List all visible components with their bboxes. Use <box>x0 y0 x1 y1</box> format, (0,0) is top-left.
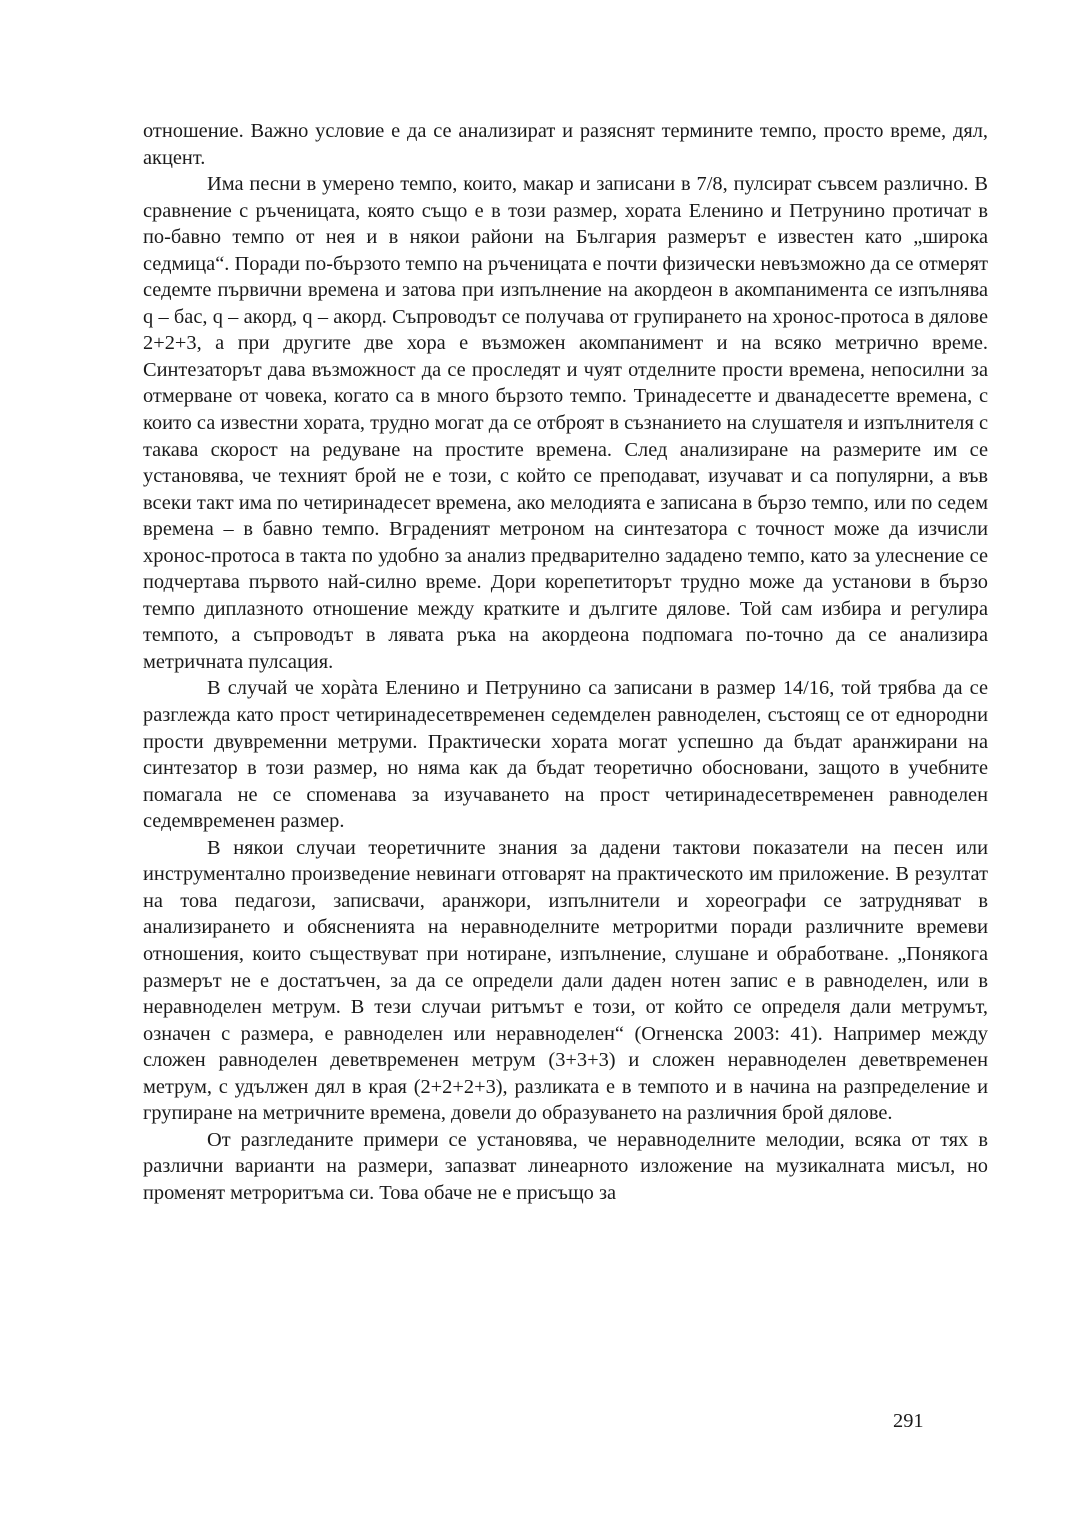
paragraph-5: От разгледаните примери се установява, че неравноделните мелодии, всяка от тях в различни варианти на размери, запазват линеарното изложение на музикалната мисъл, но променят метроритъма си. Това обаче не е присъщо за <box>143 1128 988 1204</box>
paragraph-2: Има песни в умерено темпо, които, макар и записани в 7/8, пулсират съвсем различно. В сравнение с ръченицата, която също е в този размер, хората Еленино и Петрунино протичат в по-бавно темпо от нея и в някои райони на България размерът е известен като „широка седмица“. Поради по-бързото темпо на ръченицата е почти физически невъзможно да се отмерят седемте първични времена и затова при изпълнение на акордеон в акомпанимента се изпълнява q – бас, q – акорд, q – акорд. Съпроводът се получава от групирането на хронос-протоса в дялове 2+2+3, а при другите две хора е възможен акомпанимент и на всяко метрично време. Синтезаторът дава възможност да се проследят и чуят отделните прости времена, непосилни за отмерване от човека, когато са в много бързото темпо. Тринадесетте и дванадесетте времена, с които са известни хората, трудно могат да се отброят в съзнанието на слушателя и изпълнителя с такава скорост на редуване на простите времена. След анализиране на размерите им се установява, че техният брой не е този, с който се преподават, изучават и са популярни, а във всеки такт има по четиринадесет времена, ако мелодията е записана в бързо темпо, или по седем времена – в бавно темпо. Вграденият метроном на синтезатора с точност може да изчисли хронос-протоса в такта по удобно за анализ предварително зададено темпо, като за улеснение се подчертава първото най-силно време. Дори корепетиторът трудно може да установи в бързо темпо диплазното отношение между кратките и дългите дялове. Той сам избира и регулира темпото, а съпроводът в лявата ръка на акордеона подпомага по-точно да се анализира метричната пулсация. <box>143 173 988 673</box>
paragraph-4: В някои случаи теоретичните знания за дадени тактови показатели на песен или инструментално произведение невинаги отговарят на практическото им приложение. В резултат на това педагози, записвачи, аранжори, изпълнители и хореографи се затрудняват в анализирането и обясненията на неравноделните метроритми поради различните времеви отношения, които съществуват при нотиране, изпълнение, слушане и обработване. „Понякога размерът не е достатъчен, за да се определи дали даден нотен запис е в равноделен, или в неравноделен метрум. В тези случаи ритъмът е този, от който се определя дали метрумът, означен с размера, е равноделен или неравноделен“ (Огненска 2003: 41). Например между сложен равноделен деветвременен метрум (3+3+3) и сложен неравноделен деветвременен метрум, с удължен дял в края (2+2+2+3), разликата е в темпото и в начина на разпределение и групиране на метричните времена, довели до образуването на различния брой дялове. <box>143 836 988 1125</box>
paragraph-3: В случай че хорàта Еленино и Петрунино са записани в размер 14/16, той трябва да се разглежда като прост четиринадесетвременен седемделен равноделен, състоящ се от еднородни прости двувременни метруми. Практически хората могат успешно да бъдат аранжирани на синтезатор в този размер, но няма как да бъдат теоретично обосновани, защото в учебните помагала не се споменава за изучаването на прост четиринадесетвременен равноделен седемвременен размер. <box>143 677 988 833</box>
body-text <box>143 118 988 1206</box>
page-number: 291 <box>893 1410 924 1432</box>
paragraph-1: отношение. Важно условие е да се анализират и разяснят термините темпо, просто време, дял, акцент. <box>143 120 988 169</box>
